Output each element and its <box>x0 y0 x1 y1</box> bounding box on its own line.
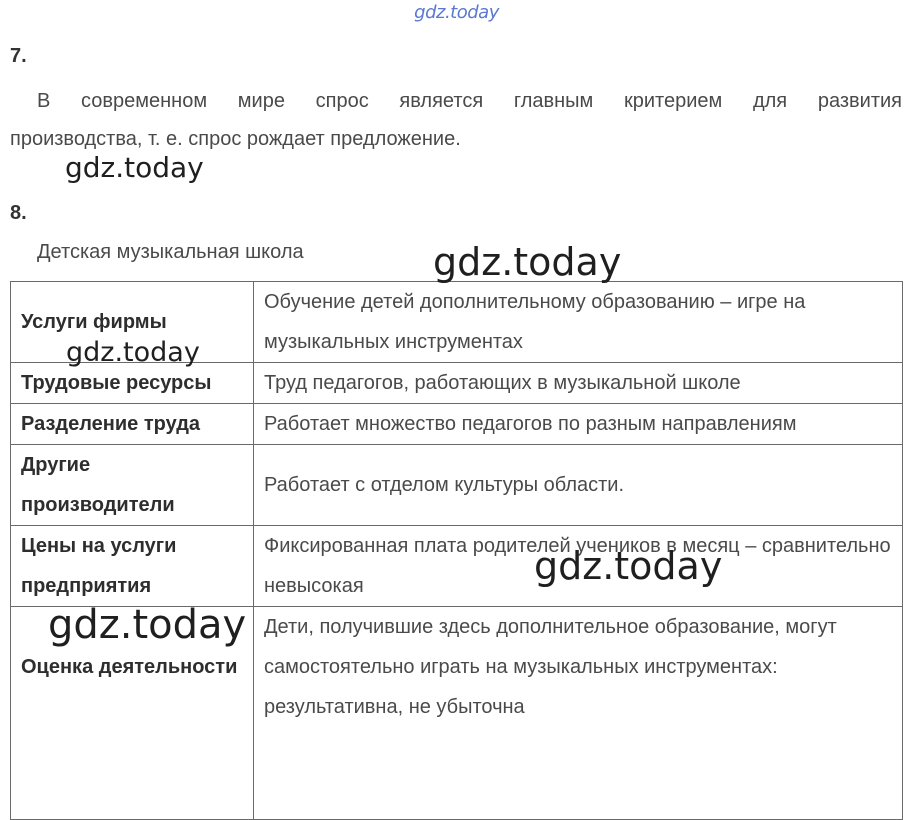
row-value: Работает с отделом культуры области. <box>254 445 903 526</box>
task-7-number: 7. <box>10 45 27 67</box>
task-7-line-1: В современном мире спрос является главным критерием для развития <box>37 90 902 112</box>
row-value: Обучение детей дополнительному образованию – игре на музыкальных инструментах <box>254 282 903 363</box>
row-header: Другие производители <box>11 445 254 526</box>
table-row <box>11 445 903 526</box>
row-header: Оценка деятельности <box>11 607 254 820</box>
row-value: Работает множество педагогов по разным направлениям <box>254 404 903 445</box>
watermark: gdz.today <box>433 240 622 284</box>
row-header: Цены на услуги предприятия <box>11 526 254 607</box>
row-header: Трудовые ресурсы <box>11 363 254 404</box>
row-value: Дети, получившие здесь дополнительное образование, могут самостоятельно играть на музыкальных инструментах: результативна, не убыточна <box>254 607 903 820</box>
watermark: gdz.today <box>534 544 723 588</box>
table-row <box>11 363 903 404</box>
task-8-subtitle: Детская музыкальная школа <box>37 241 304 263</box>
watermark: gdz.today <box>65 151 204 184</box>
task-8-number: 8. <box>10 202 27 224</box>
watermark: gdz.today <box>48 602 247 648</box>
table-row <box>11 526 903 607</box>
task-7-answer <box>10 82 902 158</box>
row-header: Услуги фирмы <box>11 282 254 363</box>
row-header: Разделение труда <box>11 404 254 445</box>
row-value: Труд педагогов, работающих в музыкальной школе <box>254 363 903 404</box>
row-value: Фиксированная плата родителей учеников в месяц – сравнительно невысокая <box>254 526 903 607</box>
watermark: gdz.today <box>66 337 200 368</box>
table-row <box>11 404 903 445</box>
watermark-top: gdz.today <box>414 2 499 23</box>
task-7-line-2: производства, т. е. спрос рождает предложение. <box>10 128 461 150</box>
